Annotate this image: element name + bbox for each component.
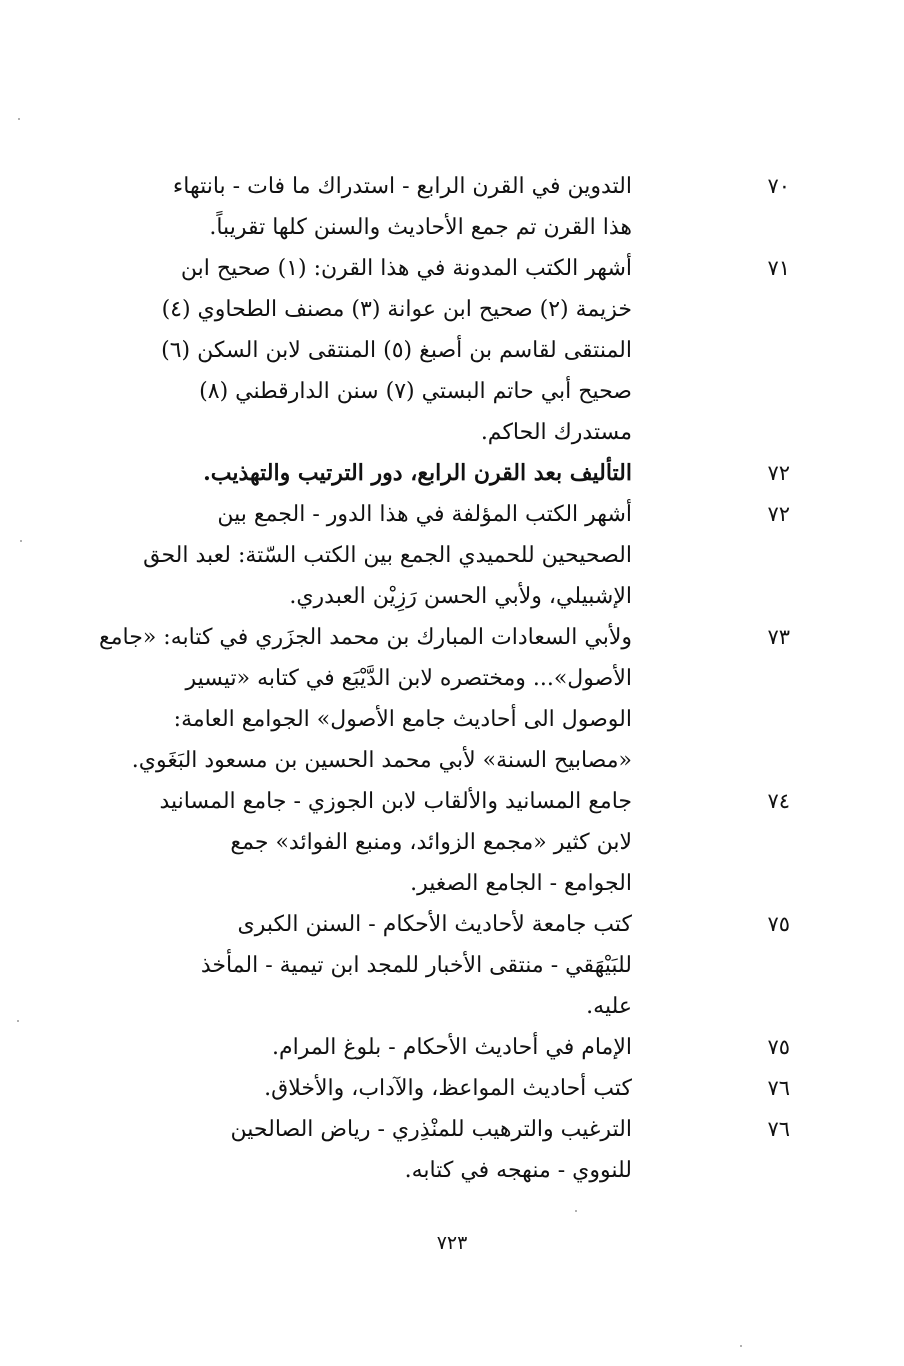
toc-entry (100, 494, 790, 617)
toc-entry (100, 248, 790, 453)
entry-line: جامع المسانيد والألقاب لابن الجوزي - جامع المسانيد (159, 789, 632, 814)
entry-line: التأليف بعد القرن الرابع، دور الترتيب والتهذيب. (203, 460, 632, 486)
scan-speck (18, 118, 20, 120)
entry-text (100, 904, 632, 1027)
entry-page-number: ٧٢ (767, 461, 790, 485)
entry-text (100, 494, 632, 617)
entry-line: ولأبي السعادات المبارك بن محمد الجزَري في كتابه: «جامع (99, 625, 632, 650)
toc-entry (100, 1109, 790, 1191)
entry-line: الجوامع - الجامع الصغير. (410, 871, 632, 896)
entry-line: هذا القرن تم جمع الأحاديث والسنن كلها تقريباً. (209, 215, 632, 240)
entry-line: الصحيحين للحميدي الجمع بين الكتب السّتة: لعبد الحق (143, 543, 632, 568)
entry-line: لابن كثير «مجمع الزوائد، ومنبع الفوائد» جمع (230, 830, 632, 855)
entry-text (100, 1109, 632, 1191)
entry-page-number: ٧٤ (767, 789, 790, 813)
toc-entry (100, 617, 790, 781)
toc-entry (100, 1027, 790, 1068)
entry-text (100, 453, 632, 494)
toc-entry-heading (100, 453, 790, 494)
entry-text (100, 248, 632, 453)
entry-line: الترغيب والترهيب للمنْذِري - رياض الصالحين (230, 1117, 632, 1142)
entry-line: صحيح أبي حاتم البستي (٧) سنن الدارقطني (٨) (199, 379, 632, 404)
toc-entry (100, 781, 790, 904)
toc-entry (100, 1068, 790, 1109)
entry-page-number: ٧٦ (767, 1117, 790, 1141)
toc-entry (100, 166, 790, 248)
entry-line: كتب جامعة لأحاديث الأحكام - السنن الكبرى (237, 912, 632, 937)
entry-line: الوصول الى أحاديث جامع الأصول» الجوامع العامة: (173, 707, 632, 732)
entry-line: الإشبيلي، ولأبي الحسن رَزِيْن العبدري. (289, 584, 632, 609)
entry-text (212, 1068, 632, 1109)
entry-line: خزيمة (٢) صحيح ابن عوانة (٣) مصنف الطحاوي (٤) (161, 297, 632, 322)
entry-line: الإمام في أحاديث الأحكام - بلوغ المرام. (272, 1035, 632, 1060)
entry-page-number: ٧١ (767, 256, 790, 280)
entry-page-number: ٧٥ (767, 1035, 790, 1059)
entry-page-number: ٧٣ (767, 625, 790, 649)
entry-page-number: ٧٠ (767, 174, 790, 198)
scan-speck (575, 1210, 577, 1212)
entry-line: المنتقى لقاسم بن أصبغ (٥) المنتقى لابن السكن (٦) (161, 338, 632, 363)
entry-text (100, 617, 632, 781)
entry-line: للنووي - منهجه في كتابه. (404, 1158, 632, 1183)
entry-text (100, 166, 632, 248)
entry-line: للبَيْهَقي - منتقى الأخبار للمجد ابن تيمية - المأخذ (200, 953, 632, 978)
scan-speck (20, 540, 22, 542)
entry-line: مستدرك الحاكم. (480, 420, 632, 445)
scan-speck (17, 1020, 19, 1022)
page-number: ٧٢٣ (436, 1232, 468, 1254)
entry-page-number: ٧٥ (767, 912, 790, 936)
toc-entry (100, 904, 790, 1027)
entry-page-number: ٧٦ (767, 1076, 790, 1100)
scan-speck (740, 1345, 742, 1347)
entry-line: أشهر الكتب المدونة في هذا القرن: (١) صحيح ابن (180, 256, 632, 281)
entry-text (212, 1027, 632, 1068)
entry-line: أشهر الكتب المؤلفة في هذا الدور - الجمع بين (217, 502, 632, 527)
entry-line: الأصول»... ومختصره لابن الدَّيْبَع في كتابه «تيسير (185, 666, 632, 691)
entry-line: عليه. (586, 994, 632, 1019)
entry-page-number: ٧٢ (767, 502, 790, 526)
entry-text (100, 781, 632, 904)
entry-line: التدوين في القرن الرابع - استدراك ما فات - بانتهاء (172, 174, 632, 199)
entry-line: كتب أحاديث المواعظ، والآداب، والأخلاق. (264, 1076, 632, 1101)
entry-line: «مصابيح السنة» لأبي محمد الحسين بن مسعود البَغَوي. (131, 748, 632, 773)
